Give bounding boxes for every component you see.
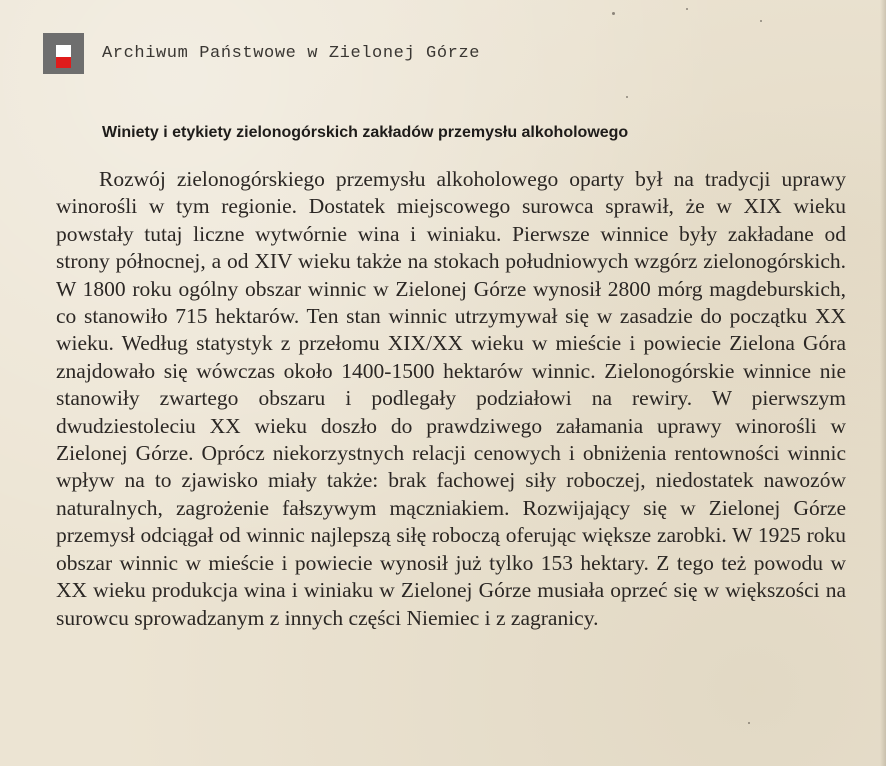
paper-speck bbox=[612, 12, 615, 15]
logo-white-square bbox=[56, 45, 71, 57]
paper-speck bbox=[760, 20, 762, 22]
logo-red-square bbox=[56, 57, 71, 68]
document-title: Winiety i etykiety zielonogórskich zakładów przemysłu alkoholowego bbox=[102, 124, 629, 141]
document-body: Rozwój zielonogórskiego przemysłu alkoholowego oparty był na tradycji uprawy winorośli w tym regionie. Dostatek miejscowego surowca sprawił, że w XIX wieku powstały tutaj liczne wytwórnie wina i winiaku. Pierwsze winnice były zakładane od strony północnej, a od XIV wieku także na stokach południowych wzgórz zielonogórskich. W 1800 roku ogólny obszar winnic w Zielonej Górze wynosił 2800 mórg magdeburskich, co stanowiło 715 hektarów. Ten stan winnic utrzymywał się w zasadzie do początku XX wieku. Według statystyk z przełomu XIX/XX wieku w mieście i powiecie Zielona Góra znajdowało się wówczas około 1400-1500 hektarów winnic. Zielonogórskie winnice nie stanowiły zwartego obszaru i podlegały podziałowi na rewiry. W pierwszym dwudziestoleciu XX wieku doszło do prawdziwego załamania uprawy winorośli w Zielonej Górze. Oprócz niekorzystnych relacji cenowych i obniżenia rentowności winnic wpływ na to zjawisko miały także: brak fachowej siły roboczej, niedostatek nawozów naturalnych, zagrożenie fałszywym mączniakiem. Rozwijający się w Zielonej Górze przemysł odciągał od winnic najlepszą siłę roboczą oferując większe zarobki. W 1925 roku obszar winnic w mieście i powiecie wynosił już tylko 153 hektary. Z tego też powodu w XX wieku produkcja wina i winiaku w Zielonej Górze musiała oprzeć się w większości na surowcu sprowadzanym z innych części Niemiec i z zagranicy. bbox=[56, 167, 846, 630]
paper-edge bbox=[880, 0, 886, 766]
archive-logo-icon bbox=[43, 33, 84, 74]
archive-name: Archiwum Państwowe w Zielonej Górze bbox=[102, 44, 481, 63]
paper-speck bbox=[686, 8, 688, 10]
paper-speck bbox=[748, 722, 750, 724]
paper-speck bbox=[626, 96, 628, 98]
